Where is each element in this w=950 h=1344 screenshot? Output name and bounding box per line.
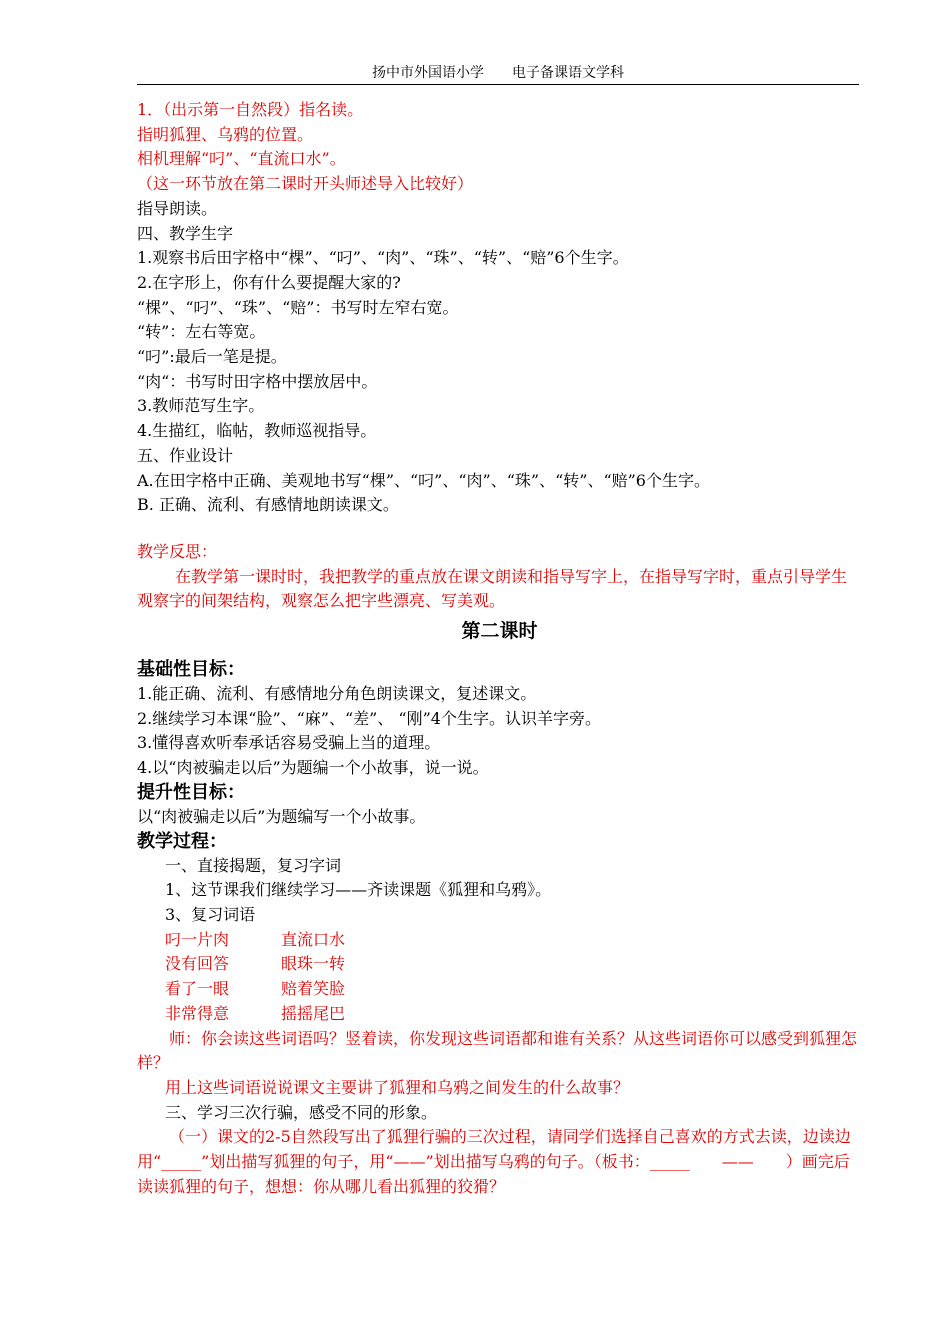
vocab-word: 叼一片肉 bbox=[165, 929, 230, 949]
step-title: 一、直接揭题，复习字词 bbox=[165, 855, 342, 875]
section-title: 五、作业设计 bbox=[137, 445, 234, 465]
list-item: 1.观察书后田字格中“棵”、“叼”、“肉”、“珠”、“转”、“赔”6个生字。 bbox=[137, 248, 629, 268]
process-title: 教学过程： bbox=[137, 830, 227, 852]
vocab-word: 眼珠一转 bbox=[281, 954, 346, 974]
document-body bbox=[137, 98, 862, 1199]
goal-item: 以“肉被骗走以后”为题编写一个小故事。 bbox=[137, 806, 426, 826]
text-line: 相机理解“叼”、“直流口水”。 bbox=[137, 149, 346, 169]
vocab-row bbox=[137, 1002, 862, 1027]
vocab-word: 摇摇尾巴 bbox=[281, 1003, 346, 1023]
section-title: 四、教学生字 bbox=[137, 223, 234, 243]
list-item: “叼”:最后一笔是提。 bbox=[137, 347, 287, 367]
goal-item: 4.以“肉被骗走以后”为题编一个小故事，说一说。 bbox=[137, 758, 489, 778]
list-item: B. 正确、流利、有感情地朗读课文。 bbox=[137, 495, 399, 515]
list-item: “肉“：书写时田字格中摆放居中。 bbox=[137, 371, 378, 391]
teacher-question: 师：你会读这些词语吗？竖着读，你发现这些词语都和谁有关系？从这些词语你可以感受到狐狸怎样？ bbox=[137, 1028, 858, 1073]
reflection-text: 在教学第一课时时，我把教学的重点放在课文朗读和指导写字上，在指导写字时，重点引导学生观察字的间架结构，观察怎么把字些漂亮、写美观。 bbox=[137, 566, 848, 611]
text-line: （这一环节放在第二课时开头师述导入比较好） bbox=[137, 174, 474, 194]
lesson-title: 第二课时 bbox=[461, 620, 538, 643]
goal-item: 3.懂得喜欢听奉承话容易受骗上当的道理。 bbox=[137, 733, 441, 753]
vocab-word: 没有回答 bbox=[165, 954, 230, 974]
basic-goal-title: 基础性目标： bbox=[137, 659, 245, 681]
list-item: “转”：左右等宽。 bbox=[137, 322, 266, 342]
vocab-row bbox=[137, 977, 862, 1002]
page-header: 扬中市外国语小学 电子备课语文学科 bbox=[137, 64, 859, 85]
text-line: 3、复习词语 bbox=[165, 904, 256, 924]
text-line: 1、这节课我们继续学习——齐读课题《狐狸和乌鸦》。 bbox=[165, 880, 552, 900]
list-item: 2.在字形上，你有什么要提醒大家的? bbox=[137, 272, 401, 292]
text-line: 用上这些词语说说课文主要讲了狐狸和乌鸦之间发生的什么故事？ bbox=[165, 1077, 630, 1097]
vocab-row bbox=[137, 952, 862, 977]
advanced-goal-title: 提升性目标： bbox=[137, 781, 245, 803]
list-item: “棵”、“叼”、“珠”、“赔”：书写时左窄右宽。 bbox=[137, 297, 459, 317]
goal-item: 1.能正确、流利、有感情地分角色朗读课文，复述课文。 bbox=[137, 684, 537, 704]
goal-item: 2.继续学习本课“脸”、“麻”、“差”、 “刚”4个生字。认识羊字旁。 bbox=[137, 708, 601, 728]
list-item: A.在田字格中正确、美观地书写“棵”、“叼”、“肉”、“珠”、“转”、“赔”6个生字。 bbox=[137, 470, 710, 490]
text-paragraph: （一）课文的2-5自然段写出了狐狸行骗的三次过程，请同学们选择自己喜欢的方式去读，边读边用“_____”划出描写狐狸的句子，用“——”划出描写乌鸦的句子。（板书：_____ —— ）画完后读读狐狸的句子，想想：你从哪儿看出狐狸的狡猾？ bbox=[137, 1127, 851, 1196]
reflection-title: 教学反思： bbox=[137, 541, 218, 561]
vocab-word: 看了一眼 bbox=[165, 979, 230, 999]
list-item: 3.教师范写生字。 bbox=[137, 396, 265, 416]
step-title: 三、学习三次行骗，感受不同的形象。 bbox=[165, 1102, 438, 1122]
vocab-row bbox=[137, 928, 862, 953]
text-line: 指明狐狸、乌鸦的位置。 bbox=[137, 124, 314, 144]
text-line: 指导朗读。 bbox=[137, 198, 218, 218]
vocab-word: 非常得意 bbox=[165, 1003, 230, 1023]
vocab-word: 直流口水 bbox=[281, 929, 346, 949]
list-item: 4.生描红，临帖，教师巡视指导。 bbox=[137, 421, 377, 441]
text-line: 1．（出示第一自然段）指名读。 bbox=[137, 100, 364, 119]
vocab-word: 赔着笑脸 bbox=[281, 979, 346, 999]
